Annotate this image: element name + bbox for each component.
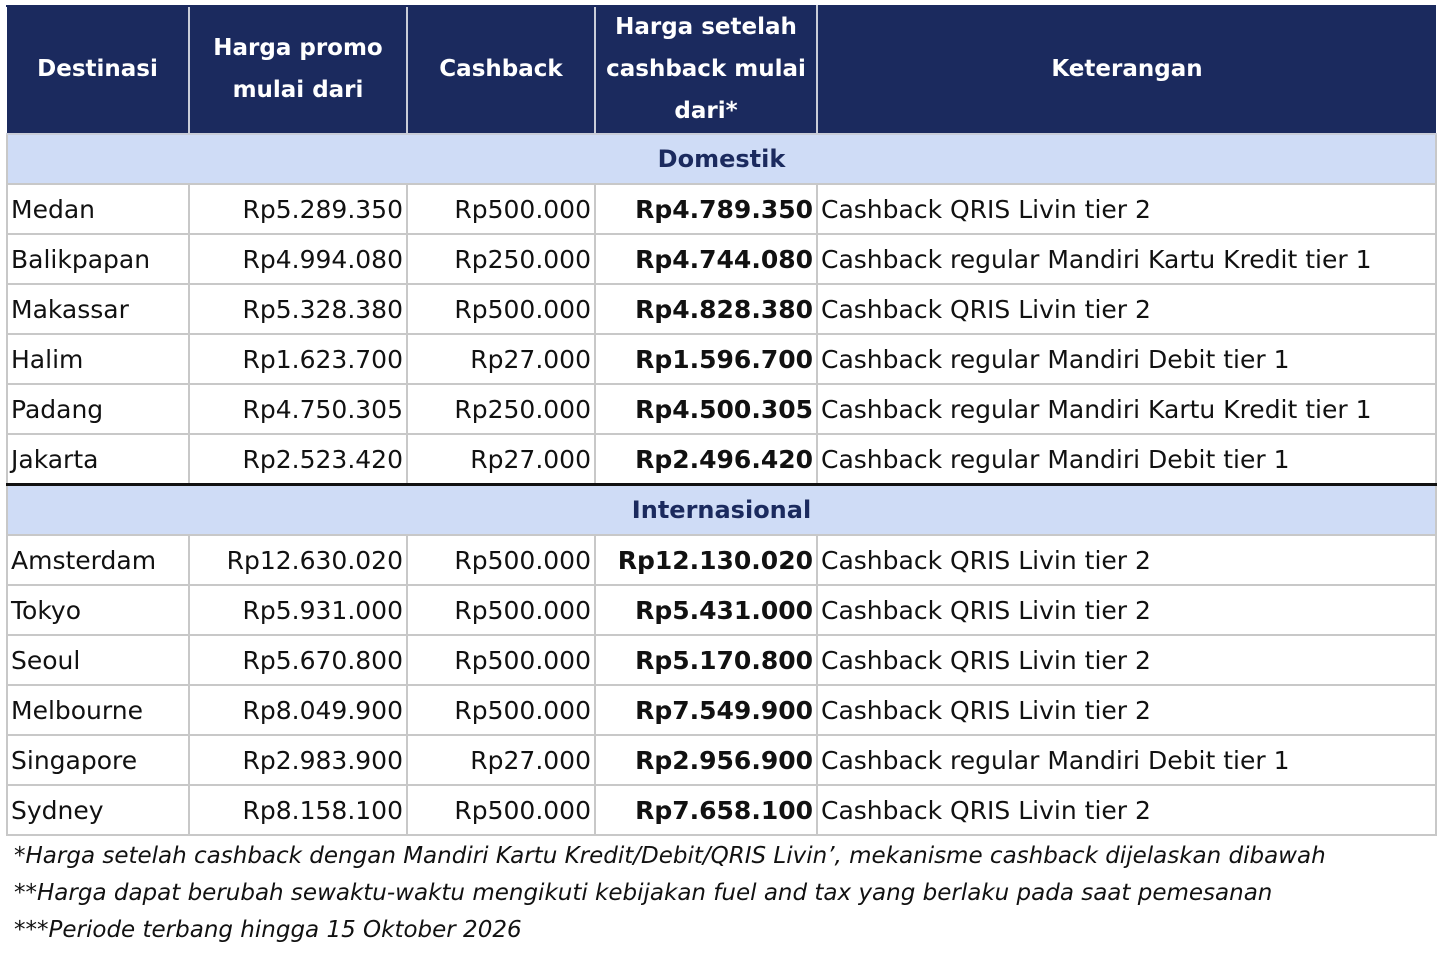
- cell-harga-promo: Rp5.289.350: [189, 184, 407, 234]
- section-title: Domestik: [7, 134, 1436, 184]
- header-cashback: Cashback: [407, 5, 595, 134]
- table-row: [7, 585, 1436, 635]
- header-harga-setelah: Harga setelah cashback mulai dari*: [595, 5, 817, 134]
- table-row: [7, 184, 1436, 234]
- cell-destinasi: Sydney: [7, 785, 189, 835]
- cell-keterangan: Cashback QRIS Livin tier 2: [817, 785, 1436, 835]
- cell-cashback: Rp500.000: [407, 585, 595, 635]
- cell-cashback: Rp250.000: [407, 384, 595, 434]
- cell-destinasi: Padang: [7, 384, 189, 434]
- cell-cashback: Rp27.000: [407, 735, 595, 785]
- cell-keterangan: Cashback regular Mandiri Debit tier 1: [817, 434, 1436, 485]
- section-row: [7, 485, 1436, 536]
- cell-cashback: Rp500.000: [407, 284, 595, 334]
- cell-harga-promo: Rp4.994.080: [189, 234, 407, 284]
- cell-keterangan: Cashback QRIS Livin tier 2: [817, 635, 1436, 685]
- cell-harga-promo: Rp8.158.100: [189, 785, 407, 835]
- cell-destinasi: Amsterdam: [7, 535, 189, 585]
- section-title: Internasional: [7, 485, 1436, 536]
- cell-harga-setelah: Rp2.496.420: [595, 434, 817, 485]
- table-row: [7, 284, 1436, 334]
- cell-keterangan: Cashback regular Mandiri Debit tier 1: [817, 735, 1436, 785]
- cell-harga-setelah: Rp1.596.700: [595, 334, 817, 384]
- cell-destinasi: Jakarta: [7, 434, 189, 485]
- cell-keterangan: Cashback regular Mandiri Kartu Kredit tier 1: [817, 234, 1436, 284]
- cell-cashback: Rp250.000: [407, 234, 595, 284]
- cell-cashback: Rp27.000: [407, 434, 595, 485]
- cell-harga-promo: Rp4.750.305: [189, 384, 407, 434]
- cell-destinasi: Makassar: [7, 284, 189, 334]
- cell-harga-setelah: Rp4.500.305: [595, 384, 817, 434]
- cell-harga-setelah: Rp5.170.800: [595, 635, 817, 685]
- cell-harga-promo: Rp2.983.900: [189, 735, 407, 785]
- cell-harga-promo: Rp12.630.020: [189, 535, 407, 585]
- table-row: [7, 735, 1436, 785]
- cell-cashback: Rp500.000: [407, 685, 595, 735]
- section-row: [7, 134, 1436, 184]
- cell-harga-setelah: Rp12.130.020: [595, 535, 817, 585]
- table-row: [7, 384, 1436, 434]
- cell-destinasi: Halim: [7, 334, 189, 384]
- cell-cashback: Rp27.000: [407, 334, 595, 384]
- cell-cashback: Rp500.000: [407, 535, 595, 585]
- table-row: [7, 785, 1436, 835]
- table-row: [7, 535, 1436, 585]
- cell-harga-promo: Rp5.328.380: [189, 284, 407, 334]
- footnote-3: ***Periode terbang hingga 15 Oktober 2026: [14, 917, 522, 943]
- cell-harga-setelah: Rp2.956.900: [595, 735, 817, 785]
- cell-harga-promo: Rp5.670.800: [189, 635, 407, 685]
- cell-harga-setelah: Rp7.549.900: [595, 685, 817, 735]
- price-table: [6, 5, 1437, 836]
- cell-harga-setelah: Rp4.789.350: [595, 184, 817, 234]
- cell-destinasi: Singapore: [7, 735, 189, 785]
- cell-destinasi: Seoul: [7, 635, 189, 685]
- header-harga-promo: Harga promo mulai dari: [189, 5, 407, 134]
- cell-cashback: Rp500.000: [407, 184, 595, 234]
- cell-harga-setelah: Rp4.744.080: [595, 234, 817, 284]
- header-keterangan: Keterangan: [817, 5, 1436, 134]
- table-row: [7, 434, 1436, 485]
- table-row: [7, 234, 1436, 284]
- price-table-wrapper: [6, 5, 1437, 836]
- cell-cashback: Rp500.000: [407, 635, 595, 685]
- footnotes: [14, 838, 1326, 949]
- cell-harga-setelah: Rp5.431.000: [595, 585, 817, 635]
- cell-destinasi: Tokyo: [7, 585, 189, 635]
- cell-keterangan: Cashback QRIS Livin tier 2: [817, 535, 1436, 585]
- top-rule: [6, 5, 620, 7]
- cell-keterangan: Cashback QRIS Livin tier 2: [817, 685, 1436, 735]
- table-body: [7, 134, 1436, 835]
- cell-destinasi: Melbourne: [7, 685, 189, 735]
- footnote-1: *Harga setelah cashback dengan Mandiri Kartu Kredit/Debit/QRIS Livin’, mekanisme cashback dijelaskan dibawah: [14, 843, 1326, 869]
- cell-destinasi: Medan: [7, 184, 189, 234]
- cell-harga-promo: Rp2.523.420: [189, 434, 407, 485]
- cell-harga-promo: Rp8.049.900: [189, 685, 407, 735]
- table-row: [7, 685, 1436, 735]
- cell-keterangan: Cashback QRIS Livin tier 2: [817, 585, 1436, 635]
- table-row: [7, 334, 1436, 384]
- cell-cashback: Rp500.000: [407, 785, 595, 835]
- cell-keterangan: Cashback QRIS Livin tier 2: [817, 284, 1436, 334]
- cell-harga-promo: Rp1.623.700: [189, 334, 407, 384]
- header-row: [7, 5, 1436, 134]
- cell-harga-setelah: Rp4.828.380: [595, 284, 817, 334]
- header-destinasi: Destinasi: [7, 5, 189, 134]
- cell-harga-setelah: Rp7.658.100: [595, 785, 817, 835]
- table-row: [7, 635, 1436, 685]
- footnote-2: **Harga dapat berubah sewaktu-waktu mengikuti kebijakan fuel and tax yang berlaku pada saat pemesanan: [14, 880, 1273, 906]
- cell-destinasi: Balikpapan: [7, 234, 189, 284]
- cell-harga-promo: Rp5.931.000: [189, 585, 407, 635]
- cell-keterangan: Cashback QRIS Livin tier 2: [817, 184, 1436, 234]
- cell-keterangan: Cashback regular Mandiri Debit tier 1: [817, 334, 1436, 384]
- cell-keterangan: Cashback regular Mandiri Kartu Kredit tier 1: [817, 384, 1436, 434]
